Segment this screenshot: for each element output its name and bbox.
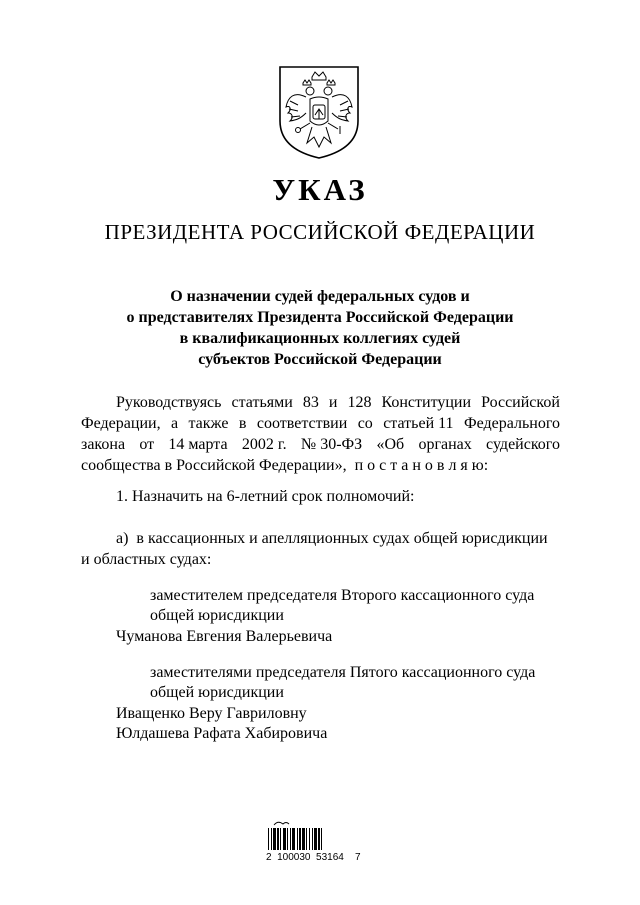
barcode-bar	[273, 828, 276, 850]
appointee-name: Иващенко Веру Гавриловну	[116, 705, 307, 722]
decree-heading	[0, 286, 640, 370]
barcode-bar	[297, 828, 298, 850]
barcode-bar	[321, 828, 322, 850]
barcode-bar	[287, 828, 288, 850]
heading-line: о представителях Президента Российской Федерации	[126, 309, 514, 326]
word: № 30-ФЗ	[300, 436, 363, 453]
preamble-line	[81, 434, 560, 455]
word: Российской	[481, 394, 560, 411]
word: Конституции	[381, 394, 472, 411]
word: статьей 11	[383, 415, 454, 432]
word: от	[139, 436, 155, 453]
word: в	[238, 415, 247, 432]
barcode-icon	[266, 820, 354, 856]
barcode-bar	[290, 828, 291, 850]
word: а	[170, 415, 179, 432]
word: 2002 г.	[241, 436, 287, 453]
word: судейского	[486, 436, 560, 453]
barcode-bar	[312, 828, 313, 850]
position-title: общей юрисдикции	[150, 684, 284, 701]
document-issuer: ПРЕЗИДЕНТА РОССИЙСКОЙ ФЕДЕРАЦИИ	[104, 220, 536, 244]
word: 128	[347, 394, 372, 411]
barcode-bar	[280, 828, 281, 850]
word: 83	[302, 394, 319, 411]
position-title: заместителем председателя Второго кассационного суда	[150, 587, 535, 604]
appointee-name: Юлдашева Рафата Хабировича	[116, 725, 328, 742]
word: Руководствуясь	[116, 394, 222, 411]
word: Федерации,	[81, 415, 161, 432]
word: «Об	[376, 436, 405, 453]
barcode-bar	[314, 828, 317, 850]
preamble-line	[81, 392, 560, 413]
word: также	[188, 415, 229, 432]
barcode-bar	[268, 828, 269, 850]
barcode-bar	[292, 828, 295, 850]
position-title: заместителями председателя Пятого кассационного суда	[150, 664, 536, 681]
word: 14 марта	[168, 436, 228, 453]
item-1: 1. Назначить на 6-летний срок полномочий:	[116, 488, 415, 505]
heading-line: О назначении судей федеральных судов и	[170, 288, 470, 305]
barcode-bar	[309, 828, 310, 850]
word: органах	[418, 436, 472, 453]
word: соответствии	[256, 415, 348, 432]
document-title: УКАЗ	[272, 172, 368, 207]
preamble-line	[81, 455, 560, 476]
appointee-name: Чуманова Евгения Валерьевича	[116, 628, 333, 645]
barcode-bar	[302, 828, 305, 850]
position-title: общей юрисдикции	[150, 607, 284, 624]
barcode-number: 2 100030 53164 7	[266, 852, 361, 863]
item-a-line: и областных судах:	[81, 551, 212, 568]
word: закона	[81, 436, 126, 453]
preamble-line	[81, 413, 560, 434]
word: сообщества в Российской Федерации», п о с т а н о в л я ю:	[81, 457, 489, 474]
word: со	[357, 415, 373, 432]
barcode-bar	[318, 828, 320, 850]
barcode-bar	[283, 828, 286, 850]
coat-of-arms-icon	[276, 63, 362, 161]
word: и	[328, 394, 338, 411]
item-a-line: а) в кассационных и апелляционных судах общей юрисдикции	[116, 530, 548, 547]
heading-line: в квалификационных коллегиях судей	[179, 330, 461, 347]
barcode-bar	[277, 828, 279, 850]
preamble-paragraph	[81, 392, 560, 476]
barcode-bar	[271, 828, 272, 850]
heading-line: субъектов Российской Федерации	[198, 351, 442, 368]
barcode-bar	[306, 828, 307, 850]
word: Федерального	[463, 415, 560, 432]
barcode-bar	[299, 828, 301, 850]
word: статьями	[231, 394, 293, 411]
